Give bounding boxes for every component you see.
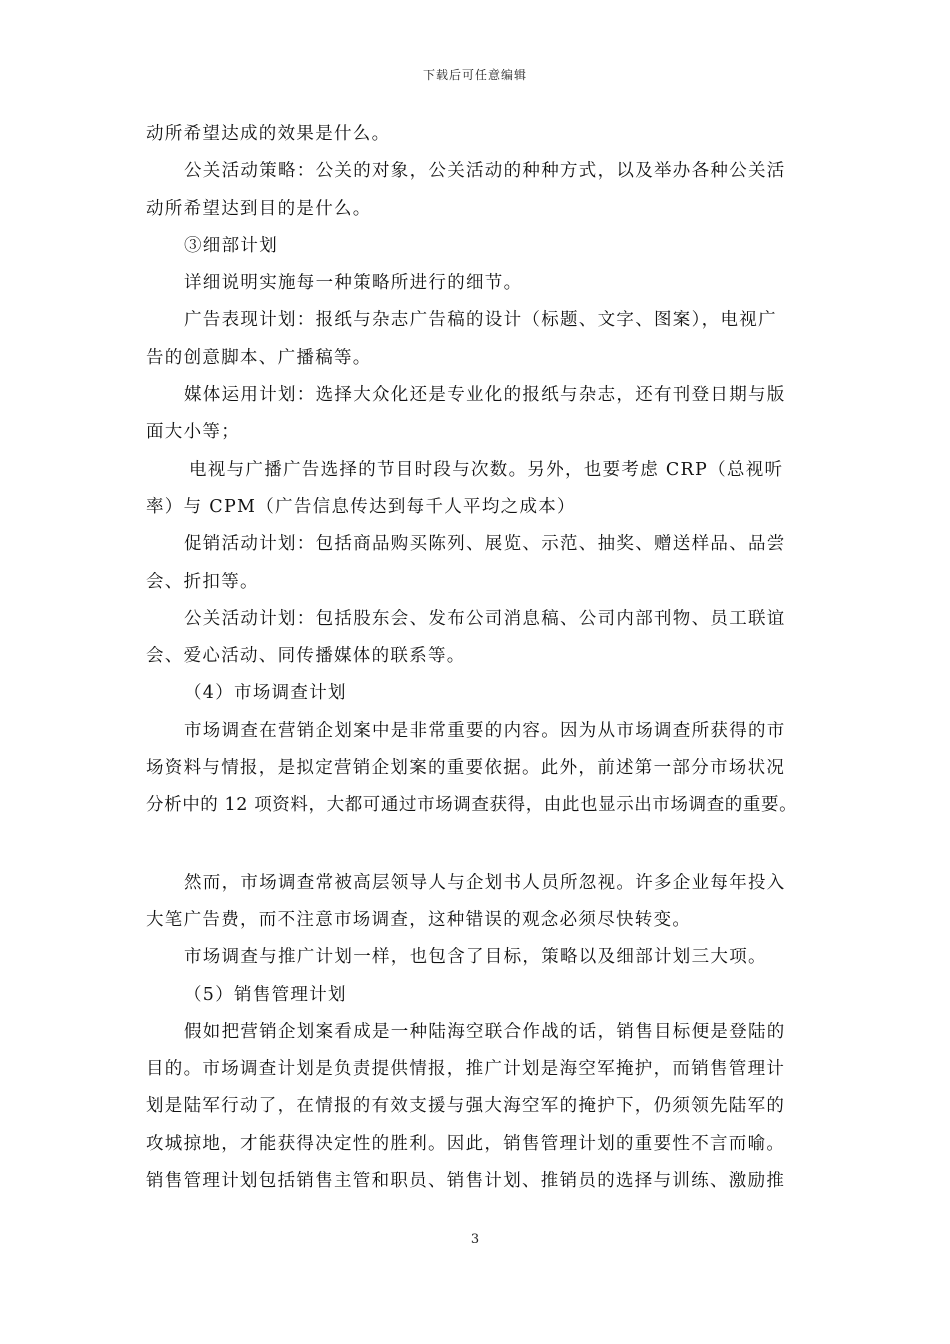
section-heading: （4）市场调查计划 [184,683,347,704]
paragraph-line: 电视与广播广告选择的节目时段与次数。另外，也要考虑 CRP（总视听 [189,459,784,480]
paragraph-line: 分析中的 12 项资料，大都可通过市场调查获得，由此也显示出市场调查的重要。 [146,795,798,816]
paragraph-line: 告的创意脚本、广播稿等。 [146,347,372,368]
paragraph-line: 公关活动计划：包括股东会、发布公司消息稿、公司内部刊物、员工联谊 [184,608,786,629]
paragraph-line: 然而，市场调查常被高层领导人与企划书人员所忽视。许多企业每年投入 [184,872,786,893]
paragraph-line: 假如把营销企划案看成是一种陆海空联合作战的话，销售目标便是登陆的 [184,1021,786,1042]
paragraph-line: 动所希望达到目的是什么。 [146,198,372,219]
paragraph-line: 公关活动策略：公关的对象，公关活动的种种方式，以及举办各种公关活 [184,161,786,182]
paragraph-line: 销售管理计划包括销售主管和职员、销售计划、推销员的选择与训练、激励推 [146,1171,786,1192]
page-number: 3 [470,1232,480,1247]
paragraph-line: 详细说明实施每一种策略所进行的细节。 [184,273,523,294]
paragraph-line: 市场调查在营销企划案中是非常重要的内容。因为从市场调查所获得的市 [184,720,786,741]
paragraph-line: 媒体运用计划：选择大众化还是专业化的报纸与杂志，还有刊登日期与版 [184,385,786,406]
paragraph-line: 面大小等； [146,422,240,443]
paragraph-line: 大笔广告费，而不注意市场调查，这种错误的观念必须尽快转变。 [146,909,692,930]
paragraph-line: 市场调查与推广计划一样，也包含了目标，策略以及细部计划三大项。 [184,947,767,968]
paragraph-line: 促销活动计划：包括商品购买陈列、展览、示范、抽奖、赠送样品、品尝 [184,534,786,555]
paragraph-line: 会、爱心活动、同传播媒体的联系等。 [146,646,466,667]
paragraph-line: 场资料与情报，是拟定营销企划案的重要依据。此外，前述第一部分市场状况 [146,758,786,779]
paragraph-line: 会、折扣等。 [146,571,259,592]
blank-line [146,825,826,865]
paragraph-line: 划是陆军行动了，在情报的有效支援与强大海空军的掩护下，仍须领先陆军的 [146,1096,786,1117]
page-header: 下载后可任意编辑 [422,68,527,82]
section-heading: ③细部计划 [184,235,278,256]
section-heading: （5）销售管理计划 [184,984,347,1005]
paragraph-line: 率）与 CPM（广告信息传达到每千人平均之成本） [146,496,576,517]
paragraph-line: 攻城掠地，才能获得决定性的胜利。因此，销售管理计划的重要性不言而喻。 [146,1133,786,1154]
paragraph-line: 目的。市场调查计划是负责提供情报，推广计划是海空军掩护，而销售管理计 [146,1059,786,1080]
paragraph-line: 动所希望达成的效果是什么。 [146,124,391,144]
paragraph-line: 广告表现计划：报纸与杂志广告稿的设计（标题、文字、图案），电视广 [184,310,777,331]
document-body [146,116,826,1200]
